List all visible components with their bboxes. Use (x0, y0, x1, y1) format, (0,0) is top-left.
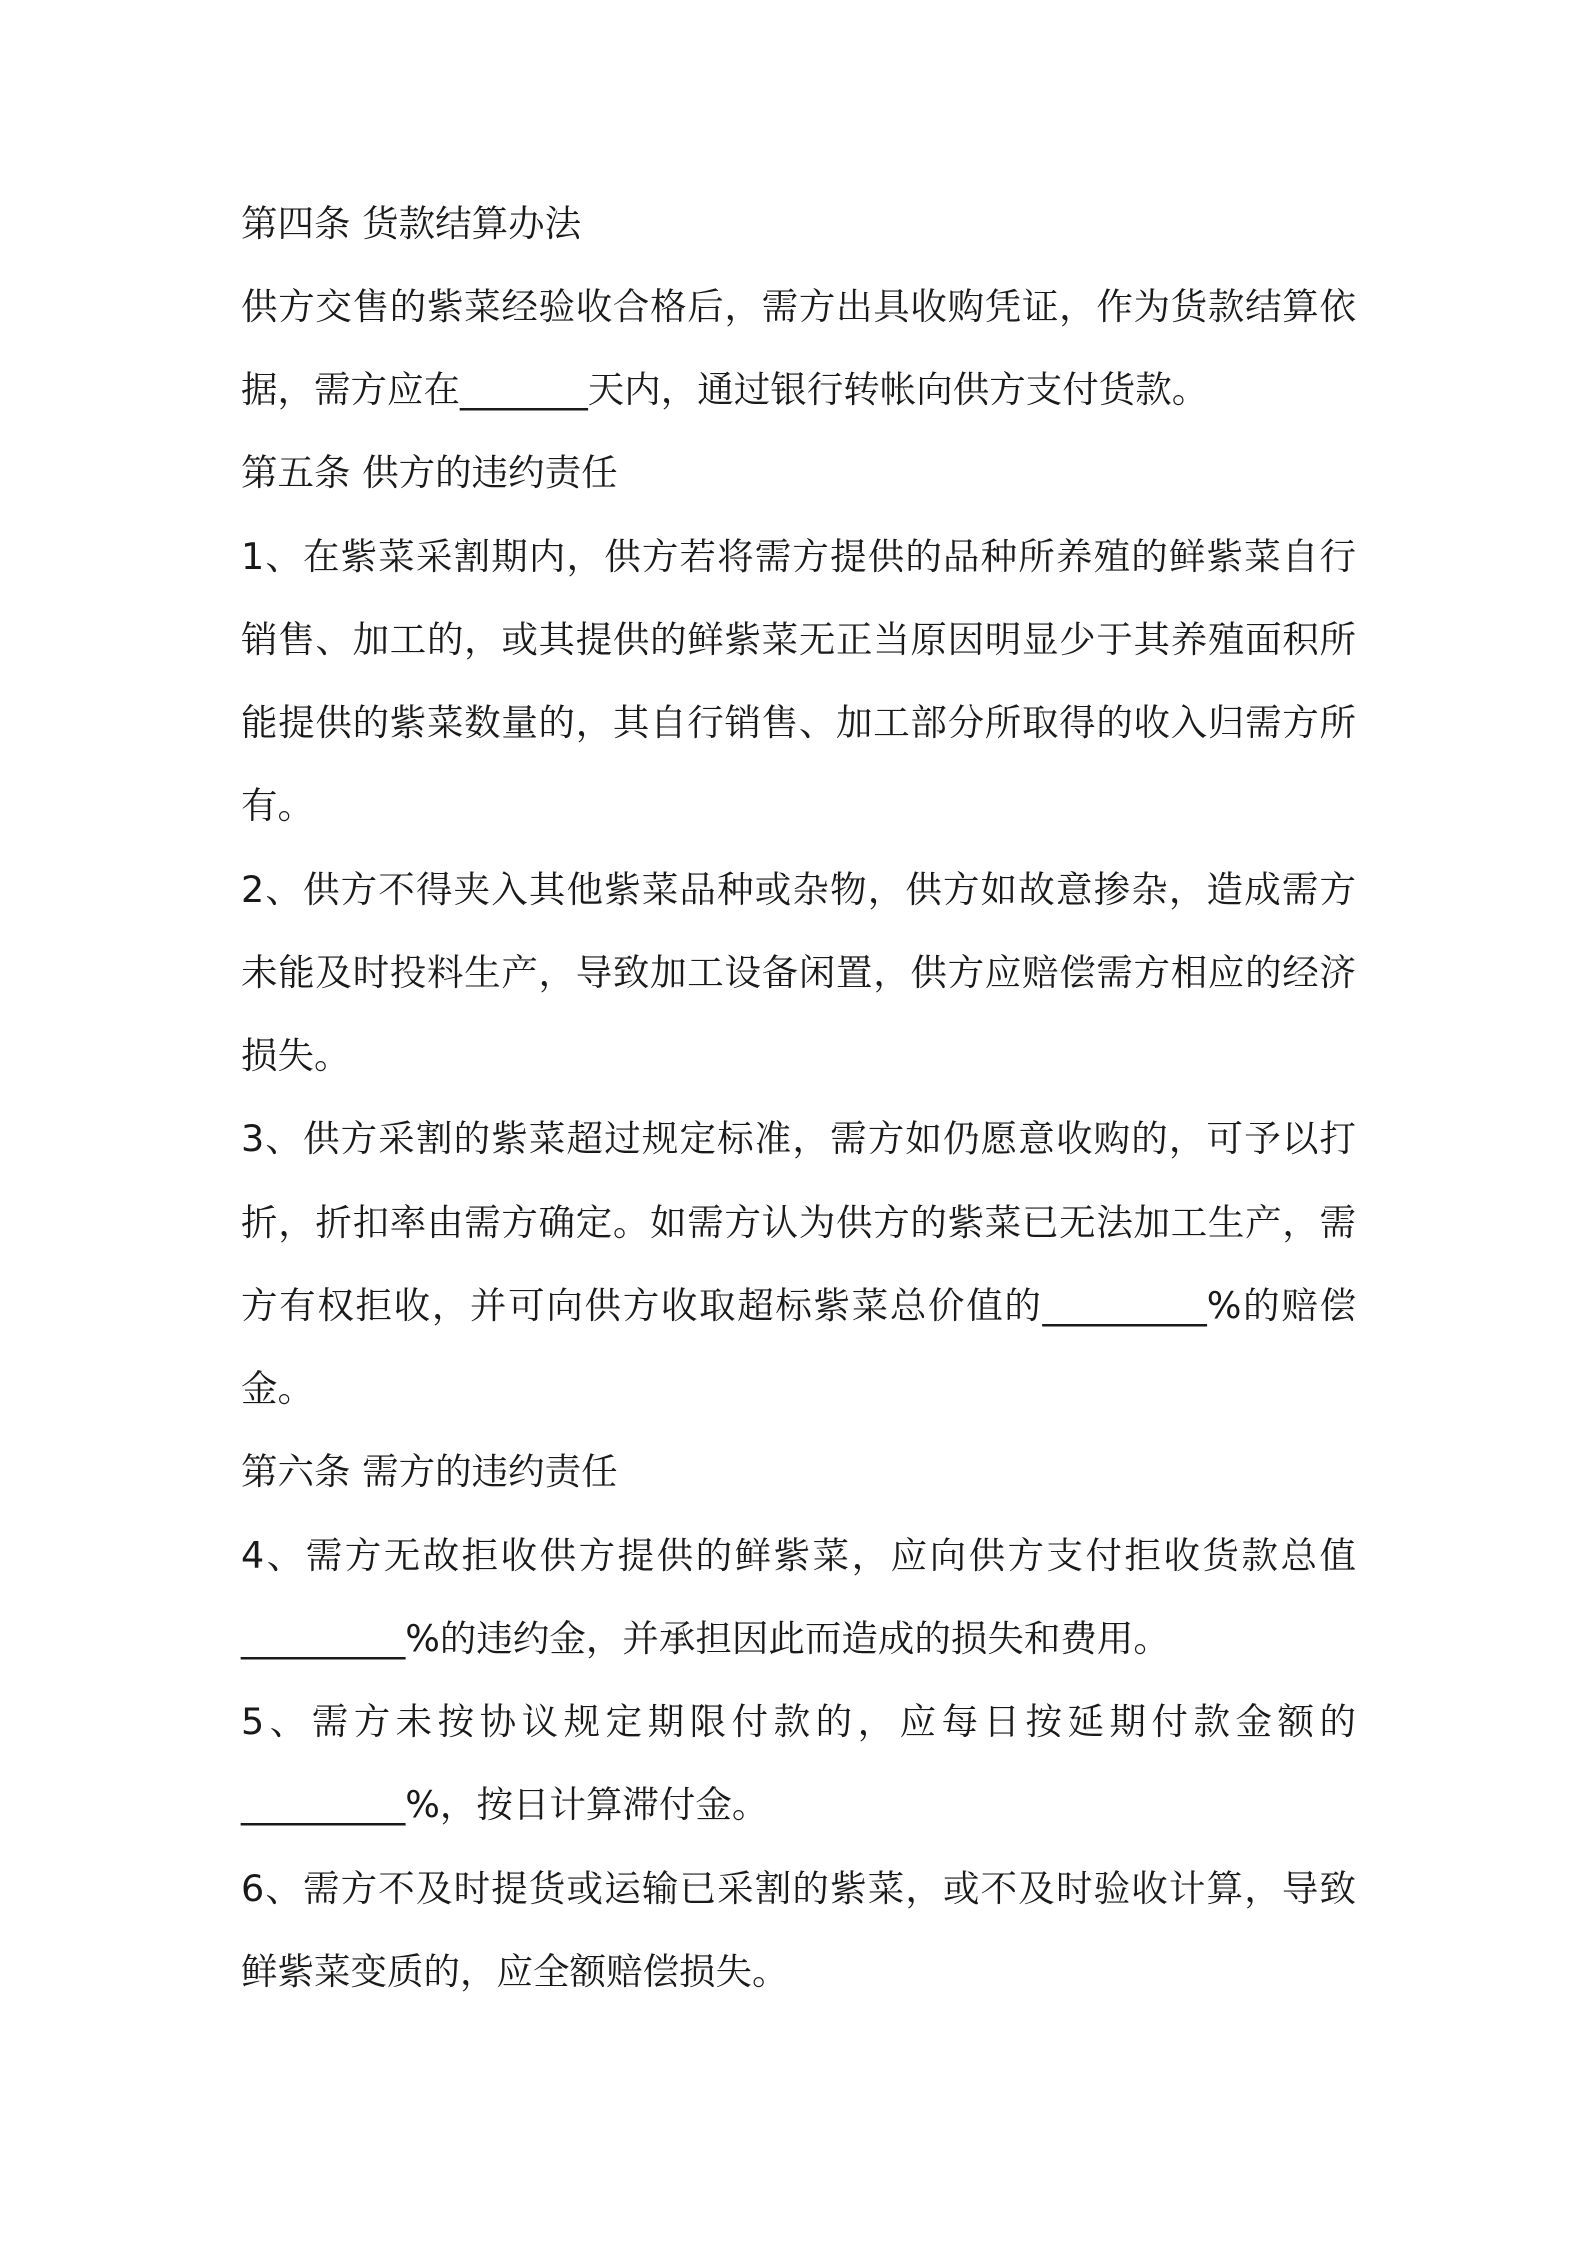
article-4-heading: 第四条 货款结算办法 (241, 202, 582, 245)
item-1-line-2: 销售、加工的，或其提供的鲜紫菜无正当原因明显少于其养殖面积所 (241, 618, 1356, 661)
item-3-line-3: 方有权拒收，并可向供方收取超标紫菜总价值的_________%的赔偿 (241, 1284, 1356, 1327)
item-3-line-2: 折，折扣率由需方确定。如需方认为供方的紫菜已无法加工生产，需 (241, 1201, 1356, 1244)
article-4-text-line-2: 据，需方应在_______天内，通过银行转帐向供方支付货款。 (241, 368, 1209, 411)
item-5-line-2: _________%，按日计算滞付金。 (241, 1783, 769, 1826)
item-3-line-1: 3、供方采割的紫菜超过规定标准，需方如仍愿意收购的，可予以打 (241, 1117, 1356, 1160)
item-1-line-3: 能提供的紫菜数量的，其自行销售、加工部分所取得的收入归需方所 (241, 701, 1356, 744)
item-3-line-4: 金。 (241, 1367, 314, 1410)
article-4-text-line-1: 供方交售的紫菜经验收合格后，需方出具收购凭证，作为货款结算依 (241, 285, 1356, 328)
item-1-line-1: 1、在紫菜采割期内，供方若将需方提供的品种所养殖的鲜紫菜自行 (241, 535, 1356, 578)
item-2-line-3: 损失。 (241, 1034, 351, 1077)
item-6-line-2: 鲜紫菜变质的，应全额赔偿损失。 (241, 1950, 789, 1993)
item-2-line-2: 未能及时投料生产，导致加工设备闲置，供方应赔偿需方相应的经济 (241, 951, 1356, 994)
article-5-heading: 第五条 供方的违约责任 (241, 451, 618, 494)
item-5-line-1: 5、需方未按协议规定期限付款的，应每日按延期付款金额的 (241, 1700, 1356, 1743)
item-4-line-2: _________%的违约金，并承担因此而造成的损失和费用。 (241, 1617, 1170, 1660)
item-4-line-1: 4、需方无故拒收供方提供的鲜紫菜，应向供方支付拒收货款总值 (241, 1534, 1356, 1577)
item-2-line-1: 2、供方不得夹入其他紫菜品种或杂物，供方如故意掺杂，造成需方 (241, 868, 1356, 911)
item-6-line-1: 6、需方不及时提货或运输已采割的紫菜，或不及时验收计算，导致 (241, 1867, 1356, 1910)
article-6-heading: 第六条 需方的违约责任 (241, 1450, 618, 1493)
item-1-line-4: 有。 (241, 784, 314, 827)
